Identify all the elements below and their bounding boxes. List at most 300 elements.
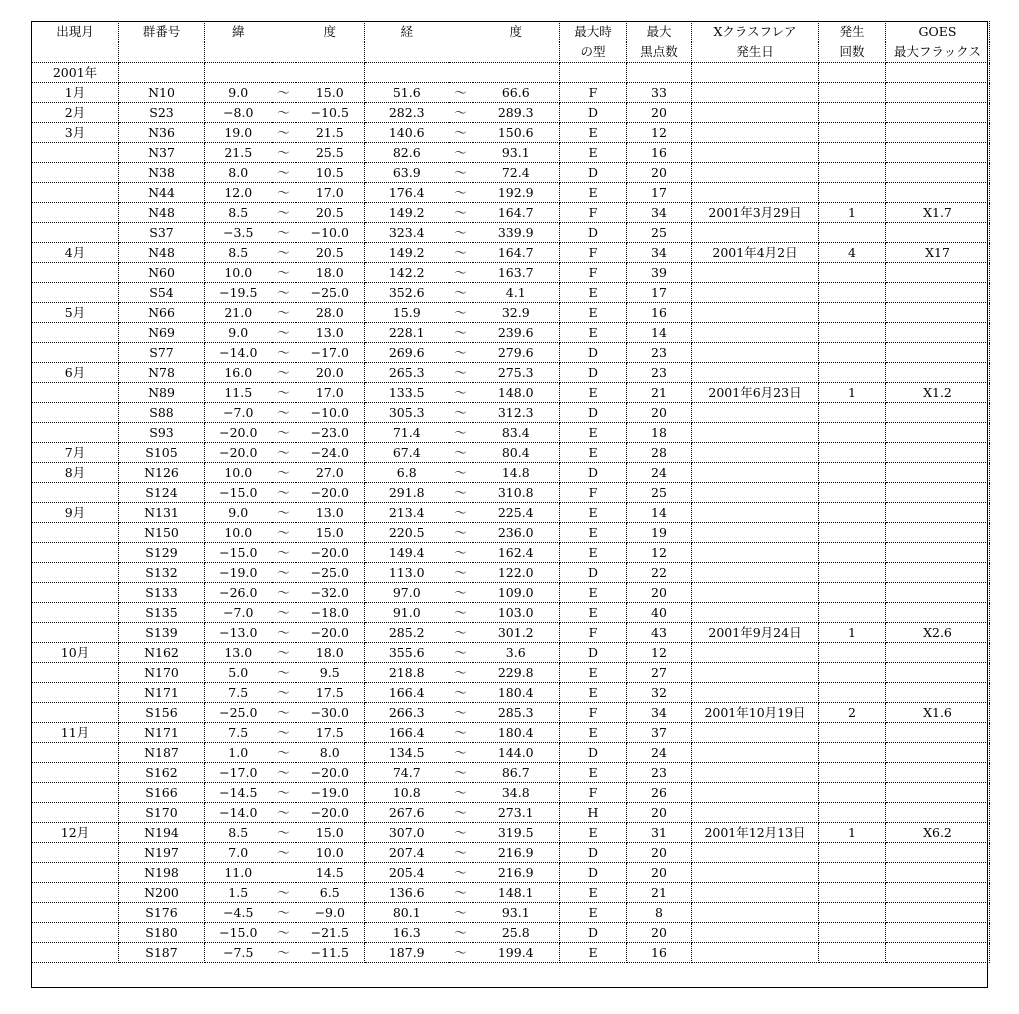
longitude-tilde: 〜	[449, 243, 473, 263]
longitude-end-cell: 122.0	[473, 563, 560, 583]
flare-count-cell: 4	[819, 243, 886, 263]
max-sunspot-count-cell: 20	[627, 923, 692, 943]
longitude-end-cell: 3.6	[473, 643, 560, 663]
longitude-end-cell: 319.5	[473, 823, 560, 843]
goes-max-flux-cell	[886, 663, 990, 683]
latitude-end-cell: 10.5	[296, 163, 365, 183]
flare-count-cell	[819, 403, 886, 423]
goes-max-flux-cell	[886, 463, 990, 483]
table-row	[32, 103, 990, 123]
table-row	[32, 163, 990, 183]
max-type-cell: E	[560, 383, 627, 403]
longitude-start-cell: 352.6	[365, 283, 449, 303]
latitude-end-cell: 20.0	[296, 363, 365, 383]
header-cell: 最大	[627, 22, 692, 43]
flare-count-cell	[819, 603, 886, 623]
max-sunspot-count-cell: 40	[627, 603, 692, 623]
table-row	[32, 463, 990, 483]
latitude-start-cell: −15.0	[205, 483, 272, 503]
max-sunspot-count-cell: 28	[627, 443, 692, 463]
latitude-tilde: 〜	[272, 103, 296, 123]
goes-max-flux-cell	[886, 483, 990, 503]
goes-max-flux-cell	[886, 543, 990, 563]
empty-cell	[560, 63, 627, 83]
group-number-cell: N37	[119, 143, 205, 163]
latitude-end-cell: 27.0	[296, 463, 365, 483]
group-number-cell: S170	[119, 803, 205, 823]
longitude-start-cell: 269.6	[365, 343, 449, 363]
group-number-cell: S187	[119, 943, 205, 963]
max-type-cell: E	[560, 443, 627, 463]
group-number-cell: N170	[119, 663, 205, 683]
latitude-start-cell: 8.0	[205, 163, 272, 183]
latitude-end-cell: −32.0	[296, 583, 365, 603]
max-type-cell: D	[560, 843, 627, 863]
latitude-start-cell: 7.5	[205, 683, 272, 703]
xflare-date-cell	[692, 943, 819, 963]
group-number-cell: S139	[119, 623, 205, 643]
group-number-cell: S156	[119, 703, 205, 723]
latitude-end-cell: −10.0	[296, 223, 365, 243]
max-type-cell: D	[560, 643, 627, 663]
max-type-cell: H	[560, 803, 627, 823]
longitude-end-cell: 93.1	[473, 143, 560, 163]
month-cell: 2月	[32, 103, 119, 123]
flare-count-cell	[819, 483, 886, 503]
longitude-tilde: 〜	[449, 123, 473, 143]
max-type-cell: E	[560, 723, 627, 743]
latitude-end-cell: 10.0	[296, 843, 365, 863]
latitude-start-cell: −19.5	[205, 283, 272, 303]
table-row	[32, 663, 990, 683]
longitude-tilde: 〜	[449, 583, 473, 603]
longitude-end-cell: 93.1	[473, 903, 560, 923]
goes-max-flux-cell	[886, 763, 990, 783]
max-type-cell: E	[560, 183, 627, 203]
goes-max-flux-cell	[886, 283, 990, 303]
group-number-cell: S180	[119, 923, 205, 943]
table-row	[32, 283, 990, 303]
flare-count-cell	[819, 143, 886, 163]
longitude-start-cell: 265.3	[365, 363, 449, 383]
longitude-tilde: 〜	[449, 263, 473, 283]
max-sunspot-count-cell: 39	[627, 263, 692, 283]
max-sunspot-count-cell: 24	[627, 743, 692, 763]
max-type-cell: F	[560, 703, 627, 723]
xflare-date-cell	[692, 363, 819, 383]
max-type-cell: F	[560, 483, 627, 503]
latitude-tilde: 〜	[272, 823, 296, 843]
longitude-end-cell: 229.8	[473, 663, 560, 683]
month-cell	[32, 203, 119, 223]
longitude-start-cell: 355.6	[365, 643, 449, 663]
longitude-end-cell: 289.3	[473, 103, 560, 123]
table-row	[32, 83, 990, 103]
max-type-cell: E	[560, 763, 627, 783]
month-cell	[32, 343, 119, 363]
flare-count-cell	[819, 363, 886, 383]
month-cell	[32, 583, 119, 603]
xflare-date-cell	[692, 223, 819, 243]
latitude-start-cell: −14.5	[205, 783, 272, 803]
longitude-end-cell: 339.9	[473, 223, 560, 243]
flare-count-cell	[819, 643, 886, 663]
latitude-end-cell: −23.0	[296, 423, 365, 443]
empty-cell	[365, 63, 449, 83]
xflare-date-cell	[692, 883, 819, 903]
max-type-cell: E	[560, 323, 627, 343]
longitude-start-cell: 6.8	[365, 463, 449, 483]
longitude-start-cell: 134.5	[365, 743, 449, 763]
longitude-start-cell: 187.9	[365, 943, 449, 963]
latitude-tilde: 〜	[272, 423, 296, 443]
xflare-date-cell	[692, 863, 819, 883]
latitude-tilde: 〜	[272, 123, 296, 143]
group-number-cell: N69	[119, 323, 205, 343]
max-type-cell: E	[560, 123, 627, 143]
latitude-tilde: 〜	[272, 263, 296, 283]
max-sunspot-count-cell: 43	[627, 623, 692, 643]
xflare-date-cell	[692, 743, 819, 763]
flare-count-cell: 1	[819, 203, 886, 223]
max-type-cell: F	[560, 83, 627, 103]
max-sunspot-count-cell: 34	[627, 243, 692, 263]
longitude-end-cell: 144.0	[473, 743, 560, 763]
longitude-end-cell: 66.6	[473, 83, 560, 103]
longitude-start-cell: 10.8	[365, 783, 449, 803]
xflare-date-cell	[692, 463, 819, 483]
latitude-tilde: 〜	[272, 903, 296, 923]
longitude-tilde: 〜	[449, 143, 473, 163]
max-type-cell: D	[560, 463, 627, 483]
longitude-start-cell: 220.5	[365, 523, 449, 543]
latitude-start-cell: 21.0	[205, 303, 272, 323]
latitude-tilde: 〜	[272, 563, 296, 583]
latitude-end-cell: −20.0	[296, 803, 365, 823]
goes-max-flux-cell	[886, 363, 990, 383]
table-row	[32, 863, 990, 883]
max-sunspot-count-cell: 16	[627, 303, 692, 323]
latitude-end-cell: 18.0	[296, 643, 365, 663]
max-sunspot-count-cell: 12	[627, 543, 692, 563]
latitude-end-cell: 20.5	[296, 243, 365, 263]
xflare-date-cell	[692, 323, 819, 343]
table-row	[32, 683, 990, 703]
table-row	[32, 343, 990, 363]
header-cell	[119, 42, 205, 63]
max-sunspot-count-cell: 37	[627, 723, 692, 743]
xflare-date-cell	[692, 183, 819, 203]
header-cell: 最大フラックス	[886, 42, 990, 63]
header-cell	[473, 42, 560, 63]
xflare-date-cell	[692, 283, 819, 303]
flare-count-cell: 1	[819, 823, 886, 843]
max-type-cell: E	[560, 943, 627, 963]
group-number-cell: N78	[119, 363, 205, 383]
latitude-tilde: 〜	[272, 883, 296, 903]
max-type-cell: E	[560, 883, 627, 903]
longitude-start-cell: 291.8	[365, 483, 449, 503]
empty-cell	[296, 63, 365, 83]
xflare-date-cell	[692, 643, 819, 663]
longitude-end-cell: 225.4	[473, 503, 560, 523]
max-sunspot-count-cell: 25	[627, 223, 692, 243]
month-cell	[32, 143, 119, 163]
month-cell: 6月	[32, 363, 119, 383]
table-row	[32, 543, 990, 563]
table-row	[32, 223, 990, 243]
xflare-date-cell	[692, 523, 819, 543]
month-cell	[32, 923, 119, 943]
flare-count-cell	[819, 923, 886, 943]
max-type-cell: F	[560, 623, 627, 643]
flare-count-cell	[819, 843, 886, 863]
goes-max-flux-cell: X1.7	[886, 203, 990, 223]
latitude-start-cell: 13.0	[205, 643, 272, 663]
longitude-start-cell: 176.4	[365, 183, 449, 203]
latitude-start-cell: 11.5	[205, 383, 272, 403]
longitude-tilde: 〜	[449, 223, 473, 243]
empty-cell	[205, 63, 272, 83]
latitude-tilde: 〜	[272, 463, 296, 483]
longitude-start-cell: 136.6	[365, 883, 449, 903]
latitude-end-cell: −10.0	[296, 403, 365, 423]
xflare-date-cell	[692, 303, 819, 323]
latitude-tilde: 〜	[272, 363, 296, 383]
xflare-date-cell	[692, 563, 819, 583]
longitude-end-cell: 310.8	[473, 483, 560, 503]
goes-max-flux-cell	[886, 323, 990, 343]
month-cell	[32, 223, 119, 243]
longitude-end-cell: 164.7	[473, 243, 560, 263]
latitude-tilde: 〜	[272, 83, 296, 103]
longitude-end-cell: 199.4	[473, 943, 560, 963]
table-row	[32, 723, 990, 743]
flare-count-cell	[819, 583, 886, 603]
group-number-cell: N194	[119, 823, 205, 843]
table-row	[32, 743, 990, 763]
max-type-cell: F	[560, 203, 627, 223]
latitude-end-cell: −20.0	[296, 623, 365, 643]
longitude-end-cell: 86.7	[473, 763, 560, 783]
flare-count-cell	[819, 683, 886, 703]
latitude-start-cell: −4.5	[205, 903, 272, 923]
table-row	[32, 443, 990, 463]
latitude-start-cell: 1.0	[205, 743, 272, 763]
flare-count-cell	[819, 103, 886, 123]
xflare-date-cell	[692, 123, 819, 143]
goes-max-flux-cell	[886, 423, 990, 443]
latitude-start-cell: −19.0	[205, 563, 272, 583]
flare-count-cell	[819, 783, 886, 803]
longitude-tilde: 〜	[449, 183, 473, 203]
month-cell	[32, 323, 119, 343]
longitude-tilde: 〜	[449, 863, 473, 883]
latitude-start-cell: −15.0	[205, 543, 272, 563]
header-cell	[449, 22, 473, 43]
latitude-tilde	[272, 863, 296, 883]
longitude-end-cell: 216.9	[473, 843, 560, 863]
month-cell	[32, 183, 119, 203]
latitude-end-cell: −20.0	[296, 483, 365, 503]
max-type-cell: E	[560, 903, 627, 923]
month-cell	[32, 683, 119, 703]
table-row	[32, 763, 990, 783]
xflare-date-cell	[692, 583, 819, 603]
max-sunspot-count-cell: 32	[627, 683, 692, 703]
xflare-date-cell	[692, 723, 819, 743]
group-number-cell: N10	[119, 83, 205, 103]
max-sunspot-count-cell: 25	[627, 483, 692, 503]
group-number-cell: S176	[119, 903, 205, 923]
month-cell	[32, 783, 119, 803]
longitude-tilde: 〜	[449, 323, 473, 343]
latitude-tilde: 〜	[272, 923, 296, 943]
latitude-tilde: 〜	[272, 523, 296, 543]
longitude-end-cell: 25.8	[473, 923, 560, 943]
latitude-end-cell: −11.5	[296, 943, 365, 963]
latitude-start-cell: 10.0	[205, 523, 272, 543]
longitude-end-cell: 285.3	[473, 703, 560, 723]
month-cell: 1月	[32, 83, 119, 103]
month-cell	[32, 903, 119, 923]
latitude-tilde: 〜	[272, 743, 296, 763]
max-sunspot-count-cell: 12	[627, 123, 692, 143]
max-sunspot-count-cell: 20	[627, 863, 692, 883]
group-number-cell: N48	[119, 203, 205, 223]
goes-max-flux-cell	[886, 923, 990, 943]
latitude-end-cell: 28.0	[296, 303, 365, 323]
max-sunspot-count-cell: 34	[627, 703, 692, 723]
longitude-tilde: 〜	[449, 723, 473, 743]
group-number-cell: N126	[119, 463, 205, 483]
longitude-tilde: 〜	[449, 523, 473, 543]
goes-max-flux-cell	[886, 83, 990, 103]
month-cell	[32, 603, 119, 623]
longitude-end-cell: 109.0	[473, 583, 560, 603]
goes-max-flux-cell	[886, 523, 990, 543]
xflare-date-cell	[692, 403, 819, 423]
longitude-end-cell: 163.7	[473, 263, 560, 283]
goes-max-flux-cell: X17	[886, 243, 990, 263]
longitude-start-cell: 166.4	[365, 723, 449, 743]
max-sunspot-count-cell: 20	[627, 583, 692, 603]
table-row	[32, 263, 990, 283]
group-number-cell: S93	[119, 423, 205, 443]
longitude-tilde: 〜	[449, 783, 473, 803]
xflare-date-cell	[692, 903, 819, 923]
latitude-start-cell: 7.0	[205, 843, 272, 863]
max-sunspot-count-cell: 14	[627, 503, 692, 523]
latitude-tilde: 〜	[272, 483, 296, 503]
flare-count-cell	[819, 123, 886, 143]
longitude-start-cell: 74.7	[365, 763, 449, 783]
latitude-end-cell: 17.5	[296, 683, 365, 703]
max-sunspot-count-cell: 23	[627, 763, 692, 783]
group-number-cell: N171	[119, 683, 205, 703]
longitude-end-cell: 148.0	[473, 383, 560, 403]
month-cell: 8月	[32, 463, 119, 483]
latitude-end-cell: 25.5	[296, 143, 365, 163]
latitude-tilde: 〜	[272, 703, 296, 723]
empty-cell	[473, 63, 560, 83]
longitude-end-cell: 4.1	[473, 283, 560, 303]
table-row	[32, 503, 990, 523]
table-row	[32, 643, 990, 663]
longitude-tilde: 〜	[449, 883, 473, 903]
longitude-tilde: 〜	[449, 483, 473, 503]
group-number-cell: S132	[119, 563, 205, 583]
group-number-cell: N150	[119, 523, 205, 543]
longitude-start-cell: 51.6	[365, 83, 449, 103]
max-sunspot-count-cell: 20	[627, 163, 692, 183]
longitude-start-cell: 266.3	[365, 703, 449, 723]
max-sunspot-count-cell: 24	[627, 463, 692, 483]
flare-count-cell	[819, 443, 886, 463]
group-number-cell: N44	[119, 183, 205, 203]
longitude-end-cell: 34.8	[473, 783, 560, 803]
header-cell: 回数	[819, 42, 886, 63]
max-type-cell: D	[560, 223, 627, 243]
latitude-end-cell: 18.0	[296, 263, 365, 283]
table-row	[32, 523, 990, 543]
group-number-cell: S37	[119, 223, 205, 243]
flare-count-cell	[819, 863, 886, 883]
latitude-tilde: 〜	[272, 503, 296, 523]
longitude-start-cell: 307.0	[365, 823, 449, 843]
goes-max-flux-cell	[886, 103, 990, 123]
header-cell	[272, 42, 296, 63]
latitude-end-cell: 20.5	[296, 203, 365, 223]
table-row	[32, 843, 990, 863]
month-cell	[32, 843, 119, 863]
max-sunspot-count-cell: 19	[627, 523, 692, 543]
latitude-tilde: 〜	[272, 783, 296, 803]
goes-max-flux-cell	[886, 503, 990, 523]
latitude-tilde: 〜	[272, 323, 296, 343]
header-cell: の型	[560, 42, 627, 63]
goes-max-flux-cell	[886, 583, 990, 603]
header-cell	[272, 22, 296, 43]
latitude-tilde: 〜	[272, 943, 296, 963]
longitude-end-cell: 32.9	[473, 303, 560, 323]
empty-cell	[119, 63, 205, 83]
latitude-start-cell: 21.5	[205, 143, 272, 163]
xflare-date-cell	[692, 543, 819, 563]
longitude-tilde: 〜	[449, 343, 473, 363]
table-row	[32, 703, 990, 723]
max-type-cell: E	[560, 583, 627, 603]
xflare-date-cell: 2001年9月24日	[692, 623, 819, 643]
max-type-cell: E	[560, 823, 627, 843]
flare-count-cell	[819, 523, 886, 543]
month-cell: 7月	[32, 443, 119, 463]
month-cell	[32, 483, 119, 503]
max-sunspot-count-cell: 14	[627, 323, 692, 343]
goes-max-flux-cell	[886, 183, 990, 203]
latitude-start-cell: −26.0	[205, 583, 272, 603]
longitude-start-cell: 140.6	[365, 123, 449, 143]
goes-max-flux-cell	[886, 563, 990, 583]
group-number-cell: N200	[119, 883, 205, 903]
longitude-tilde: 〜	[449, 503, 473, 523]
group-number-cell: N66	[119, 303, 205, 323]
latitude-tilde: 〜	[272, 623, 296, 643]
empty-cell	[272, 63, 296, 83]
xflare-date-cell: 2001年3月29日	[692, 203, 819, 223]
longitude-end-cell: 14.8	[473, 463, 560, 483]
longitude-tilde: 〜	[449, 743, 473, 763]
